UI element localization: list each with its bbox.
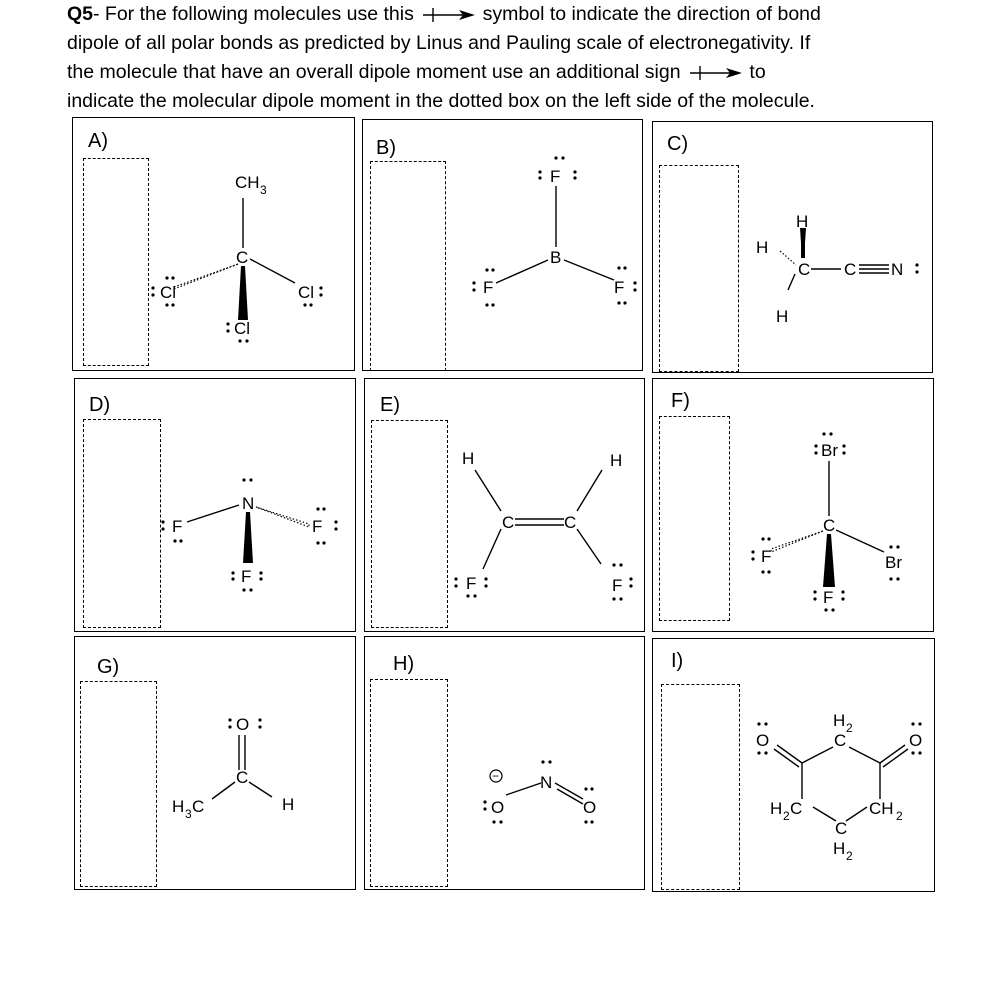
- atom-ch2-right-subscript: 2: [896, 809, 903, 823]
- question-text: [67, 0, 967, 116]
- atom-f-left: F: [172, 517, 183, 536]
- atom-h-bottom: H: [776, 307, 789, 326]
- atom-oxygen-left: O: [491, 798, 505, 817]
- atom-h-left: H: [756, 238, 769, 257]
- molecule-c: [653, 122, 932, 372]
- atom-carbon-right: C: [564, 513, 577, 532]
- atom-carbon: C: [236, 768, 249, 787]
- atom-h3c-subscript: 3: [185, 807, 192, 821]
- panel-f: [652, 378, 934, 632]
- molecule-i: [653, 639, 934, 891]
- panel-c: [652, 121, 933, 373]
- atom-h-right: H: [610, 451, 623, 470]
- panel-label-h: H): [393, 653, 415, 675]
- molecule-a: [73, 118, 354, 370]
- atom-hydrogen: H: [282, 795, 295, 814]
- atom-f-right: F: [614, 278, 625, 297]
- panel-label-f: F): [671, 390, 690, 412]
- atom-carbon-left: C: [502, 513, 515, 532]
- atom-oxygen-left: O: [756, 731, 770, 750]
- atom-f-left: F: [483, 278, 494, 297]
- atom-h2-top: H: [833, 711, 846, 730]
- atom-h-top: H: [796, 212, 809, 231]
- atom-carbon-top: C: [834, 731, 847, 750]
- question-line-1-end: symbol to indicate the direction of bond: [482, 3, 821, 25]
- question-line-4: indicate the molecular dipole moment in the dotted box on the left side of the molecule.: [67, 90, 815, 112]
- dipole-arrow-icon: [419, 8, 477, 22]
- atom-ch3-subscript: 3: [260, 183, 267, 197]
- atom-f-right: F: [612, 576, 623, 595]
- molecule-g: [75, 637, 355, 889]
- panel-label-b: B): [376, 137, 396, 159]
- panel-label-c: C): [667, 133, 689, 155]
- atom-cl-bottom: Cl: [234, 319, 251, 338]
- atom-carbon-1: C: [798, 260, 811, 279]
- molecule-h: [365, 637, 644, 889]
- atom-h2c-left: H: [770, 799, 783, 818]
- panel-i: [652, 638, 935, 892]
- atom-cl-right: Cl: [298, 283, 315, 302]
- atom-oxygen-right: O: [583, 798, 597, 817]
- question-line-3-end: to: [749, 61, 766, 83]
- atom-f-bottom: F: [241, 567, 252, 586]
- atom-oxygen: O: [236, 715, 250, 734]
- atom-h3c: H: [172, 797, 185, 816]
- molecule-e: [365, 379, 644, 631]
- question-line-3-start: the molecule that have an overall dipole moment use an additional sign: [67, 61, 681, 83]
- atom-h2-top-subscript: 2: [846, 721, 853, 735]
- panel-e: [364, 378, 645, 632]
- atom-h2c-left-carbon: C: [790, 799, 803, 818]
- atom-f-left: F: [466, 574, 477, 593]
- atom-h2-bottom: H: [833, 839, 846, 858]
- atom-f-bottom: F: [823, 588, 834, 607]
- atom-h2c-left-subscript: 2: [783, 809, 790, 823]
- question-line-2: dipole of all polar bonds as predicted by Linus and Pauling scale of electronegativity. If: [67, 32, 811, 54]
- panel-h: [364, 636, 645, 890]
- atom-br-top: Br: [821, 441, 838, 460]
- question-line-3: [67, 58, 967, 87]
- atom-f-top: F: [550, 167, 561, 186]
- atom-h2-bottom-subscript: 2: [846, 849, 853, 863]
- atom-carbon: C: [823, 516, 836, 535]
- atom-carbon-bottom: C: [835, 819, 848, 838]
- atom-nitrogen: N: [891, 260, 904, 279]
- panel-a: [72, 117, 355, 371]
- atom-carbon-2: C: [844, 260, 857, 279]
- question-line-1: [67, 0, 967, 29]
- atom-nitrogen: N: [540, 773, 553, 792]
- question-number: Q5: [67, 3, 94, 25]
- panel-label-d: D): [89, 394, 111, 416]
- panel-label-i: I): [671, 650, 684, 672]
- atom-h-left: H: [462, 449, 475, 468]
- atom-br-right: Br: [885, 553, 902, 572]
- charge-negative: −: [492, 769, 500, 783]
- panel-g: [74, 636, 356, 890]
- dipole-arrow-icon: [686, 66, 744, 80]
- atom-carbon: C: [236, 248, 249, 267]
- panel-label-g: G): [97, 656, 120, 678]
- molecule-d: [75, 379, 355, 631]
- panel-d: [74, 378, 356, 632]
- atom-f-right: F: [312, 517, 323, 536]
- question-line-1-start: - For the following molecules use this: [93, 3, 414, 25]
- panel-b: [362, 119, 643, 371]
- atom-ch3: CH: [235, 173, 260, 192]
- molecule-f: [653, 379, 933, 631]
- panel-label-a: A): [88, 130, 108, 152]
- atom-f-left: F: [761, 547, 772, 566]
- atom-nitrogen: N: [242, 494, 255, 513]
- atom-h3c-carbon: C: [192, 797, 205, 816]
- atom-cl-left: Cl: [160, 283, 177, 302]
- atom-oxygen-right: O: [909, 731, 923, 750]
- atom-boron: B: [550, 248, 562, 267]
- panel-label-e: E): [380, 394, 400, 416]
- molecule-b: [363, 120, 642, 370]
- atom-ch2-right: CH: [869, 799, 894, 818]
